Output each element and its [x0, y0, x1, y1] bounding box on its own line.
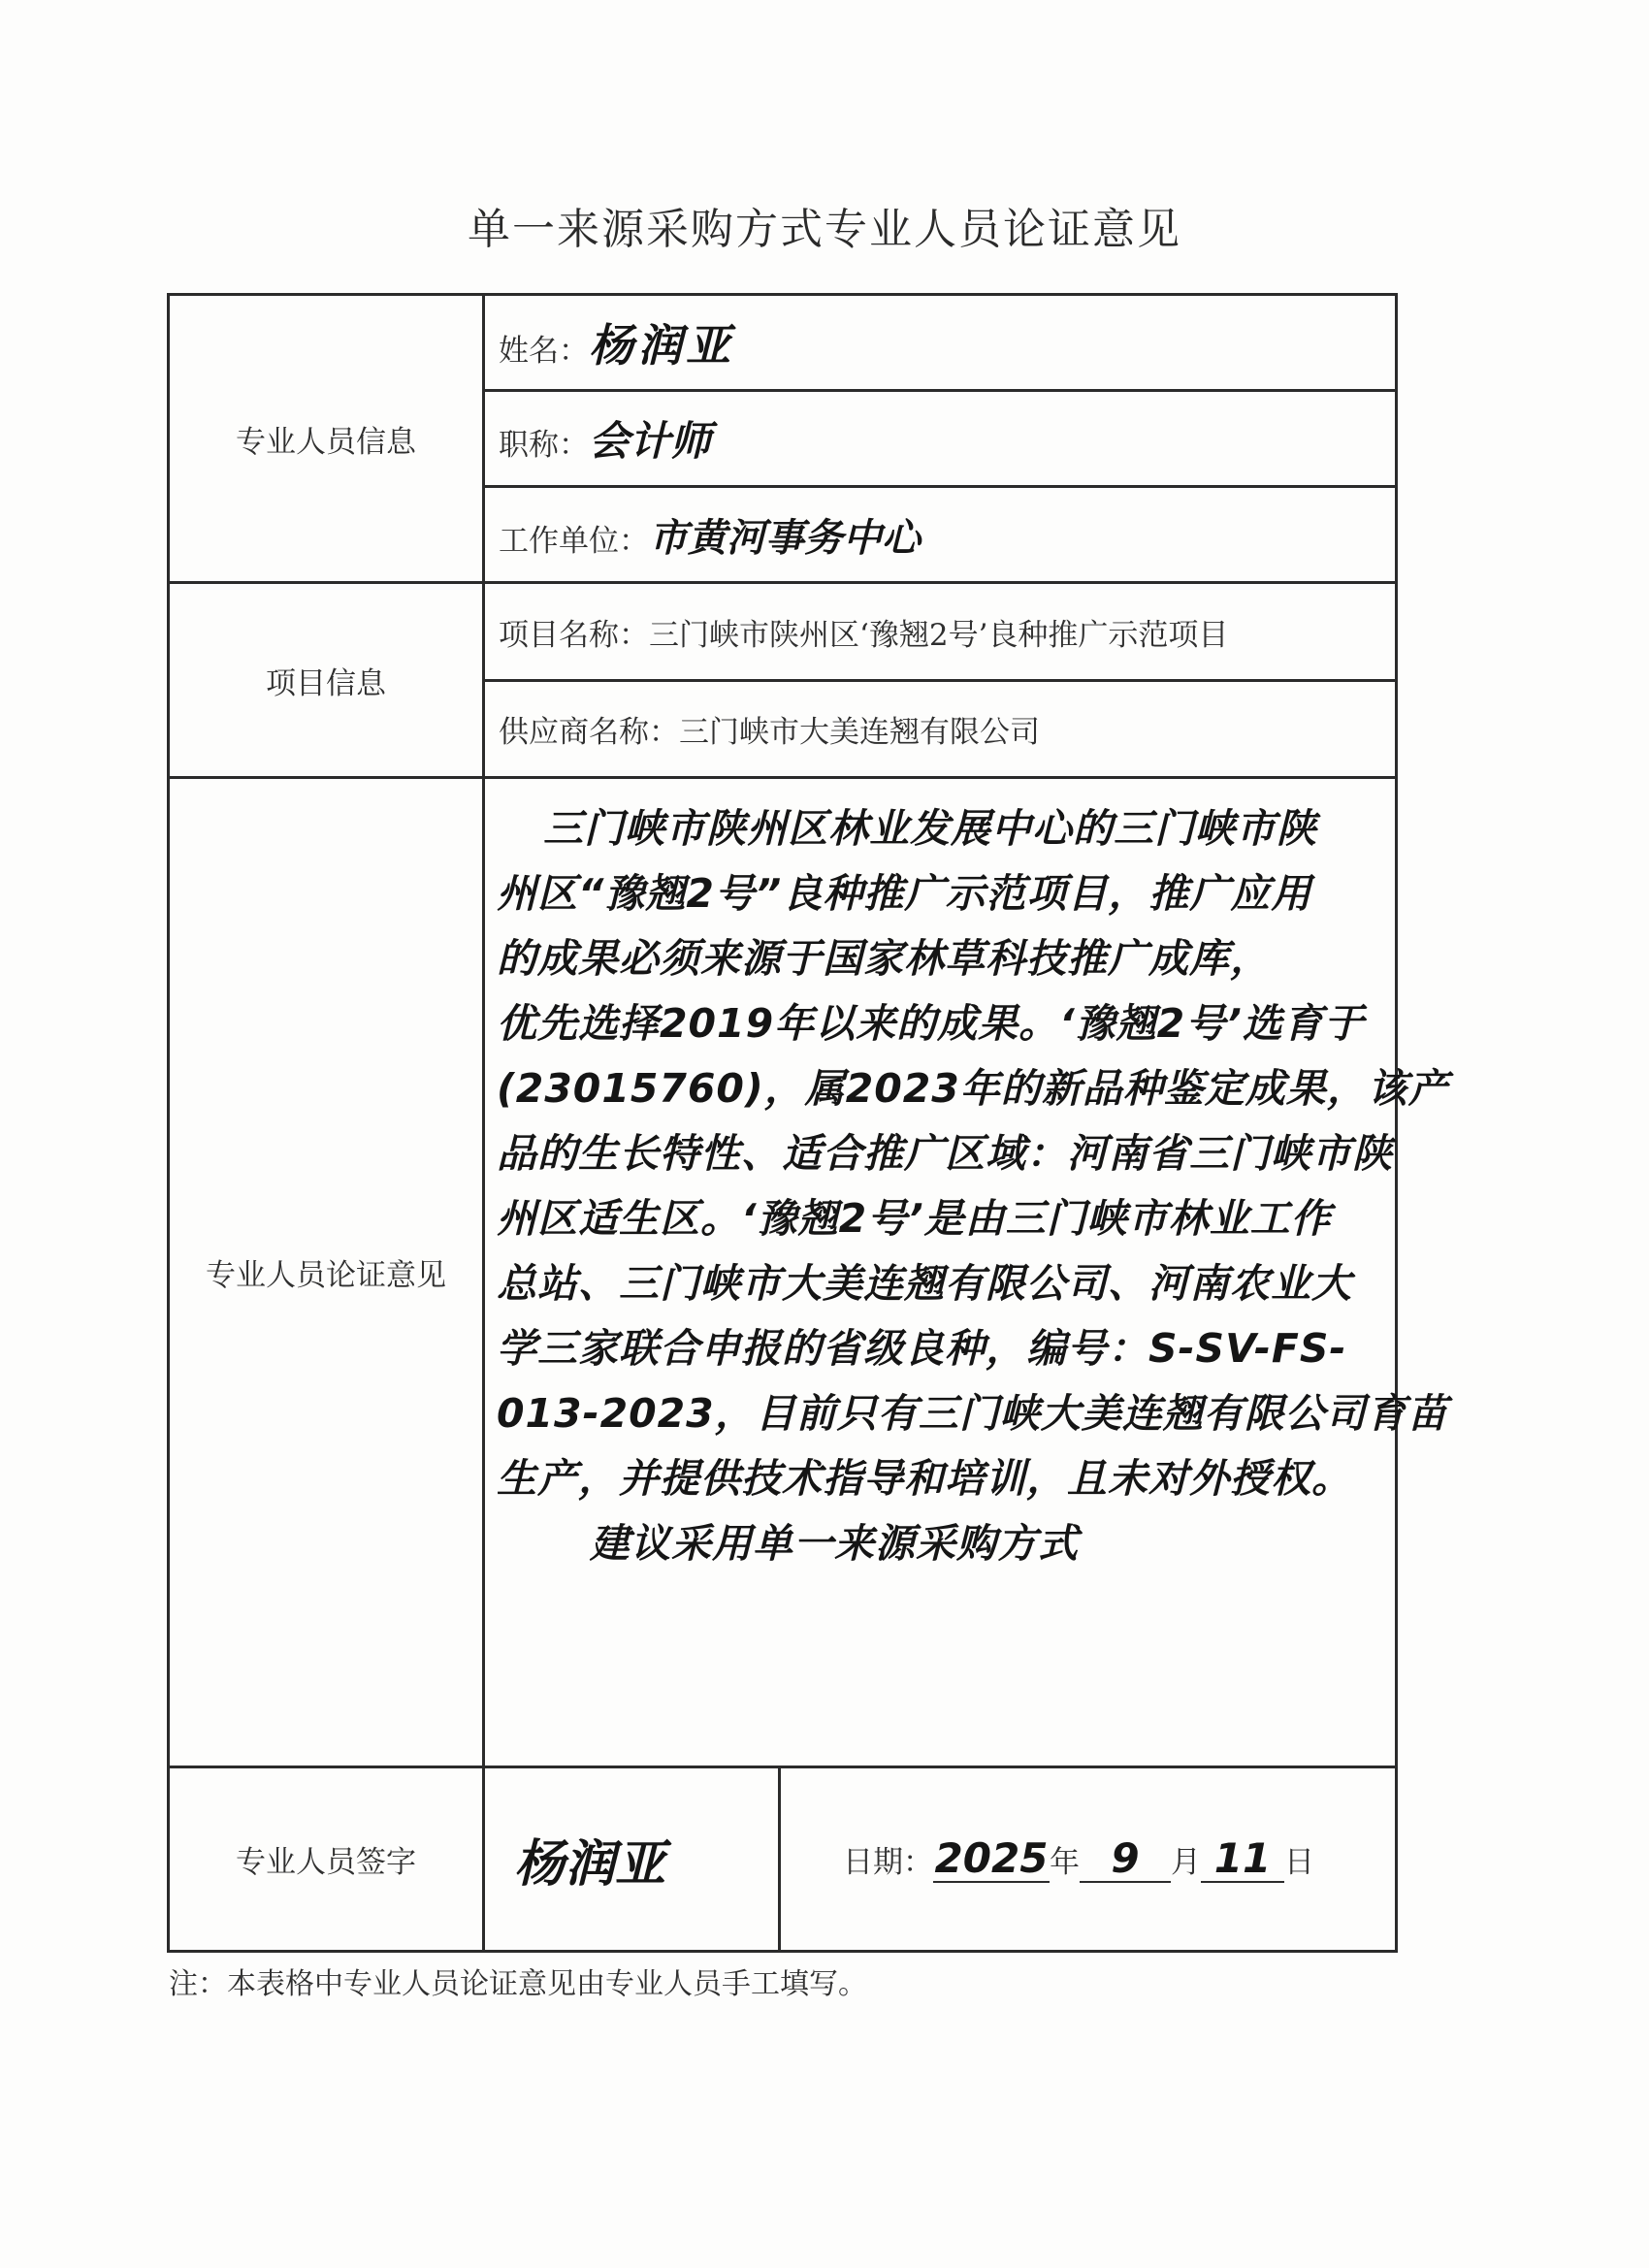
- opinion-line: 的成果必须来源于国家林草科技推广成库，: [497, 935, 1271, 982]
- handwritten-signature: 杨润亚: [514, 1835, 666, 1894]
- signature-cell: [484, 1767, 780, 1952]
- name-value: 杨润亚: [589, 319, 734, 372]
- project-name-label: 项目名称：: [499, 617, 649, 653]
- name-label: 姓名：: [499, 334, 589, 369]
- opinion-recommendation: 建议采用单一来源采购方式: [590, 1520, 1079, 1567]
- month-unit: 月: [1171, 1844, 1201, 1880]
- unit-row: [484, 487, 1397, 583]
- date-month: 9: [1080, 1836, 1171, 1883]
- opinion-line: 州区“豫翘2号”良种推广示范项目，推广应用: [497, 870, 1312, 917]
- title-row: [484, 391, 1397, 487]
- opinion-line: 品的生长特性、适合推广区域：河南省三门峡市陕: [497, 1130, 1393, 1177]
- opinion-line: 013-2023，目前只有三门峡大美连翘有限公司育苗: [497, 1390, 1448, 1437]
- date-year: 2025: [934, 1833, 1049, 1882]
- document-title: 单一来源采购方式专业人员论证意见: [468, 205, 1181, 254]
- opinion-line: 优先选择2019年以来的成果。‘豫翘2号’选育于: [497, 1000, 1365, 1047]
- opinion-line: 总站、三门峡市大美连翘有限公司、河南农业大: [497, 1260, 1352, 1307]
- opinion-section-label: 专业人员论证意见: [169, 778, 484, 1767]
- supplier-label: 供应商名称：: [499, 715, 679, 750]
- year-unit: 年: [1050, 1844, 1080, 1880]
- opinion-line: (23015760)，属2023年的新品种鉴定成果，该产: [497, 1065, 1449, 1112]
- title-label: 职称：: [499, 428, 589, 463]
- date-day: 11: [1201, 1836, 1284, 1883]
- footnote: 注：本表格中专业人员论证意见由专业人员手工填写。: [169, 1967, 867, 2001]
- supplier-value: 三门峡市大美连翘有限公司: [679, 715, 1040, 750]
- project-info-section-label: 项目信息: [169, 583, 484, 778]
- day-unit: 日: [1284, 1844, 1314, 1880]
- opinion-line: 三门峡市陕州区林业发展中心的三门峡市陕: [543, 805, 1317, 852]
- unit-label: 工作单位：: [499, 523, 649, 559]
- title-value: 会计师: [589, 417, 712, 465]
- opinion-form-table: [167, 293, 1449, 1953]
- expert-info-section-label: 专业人员信息: [169, 295, 484, 583]
- opinion-line: 州区适生区。‘豫翘2号’是由三门峡市林业工作: [497, 1195, 1332, 1242]
- signature-section-label: 专业人员签字: [169, 1767, 484, 1952]
- name-row: [484, 295, 1397, 391]
- supplier-row: [484, 681, 1397, 778]
- project-name-row: [484, 583, 1397, 681]
- opinion-line: 学三家联合申报的省级良种，编号：S-SV-FS-: [497, 1325, 1347, 1372]
- opinion-line: 生产，并提供技术指导和培训，且未对外授权。: [497, 1455, 1352, 1502]
- unit-value: 市黄河事务中心: [649, 515, 921, 561]
- date-label: 日期：: [843, 1844, 933, 1880]
- project-name-value: 三门峡市陕州区‘豫翘2号’良种推广示范项目: [649, 617, 1229, 653]
- opinion-content: [484, 778, 1449, 1767]
- date-cell: [780, 1767, 1397, 1952]
